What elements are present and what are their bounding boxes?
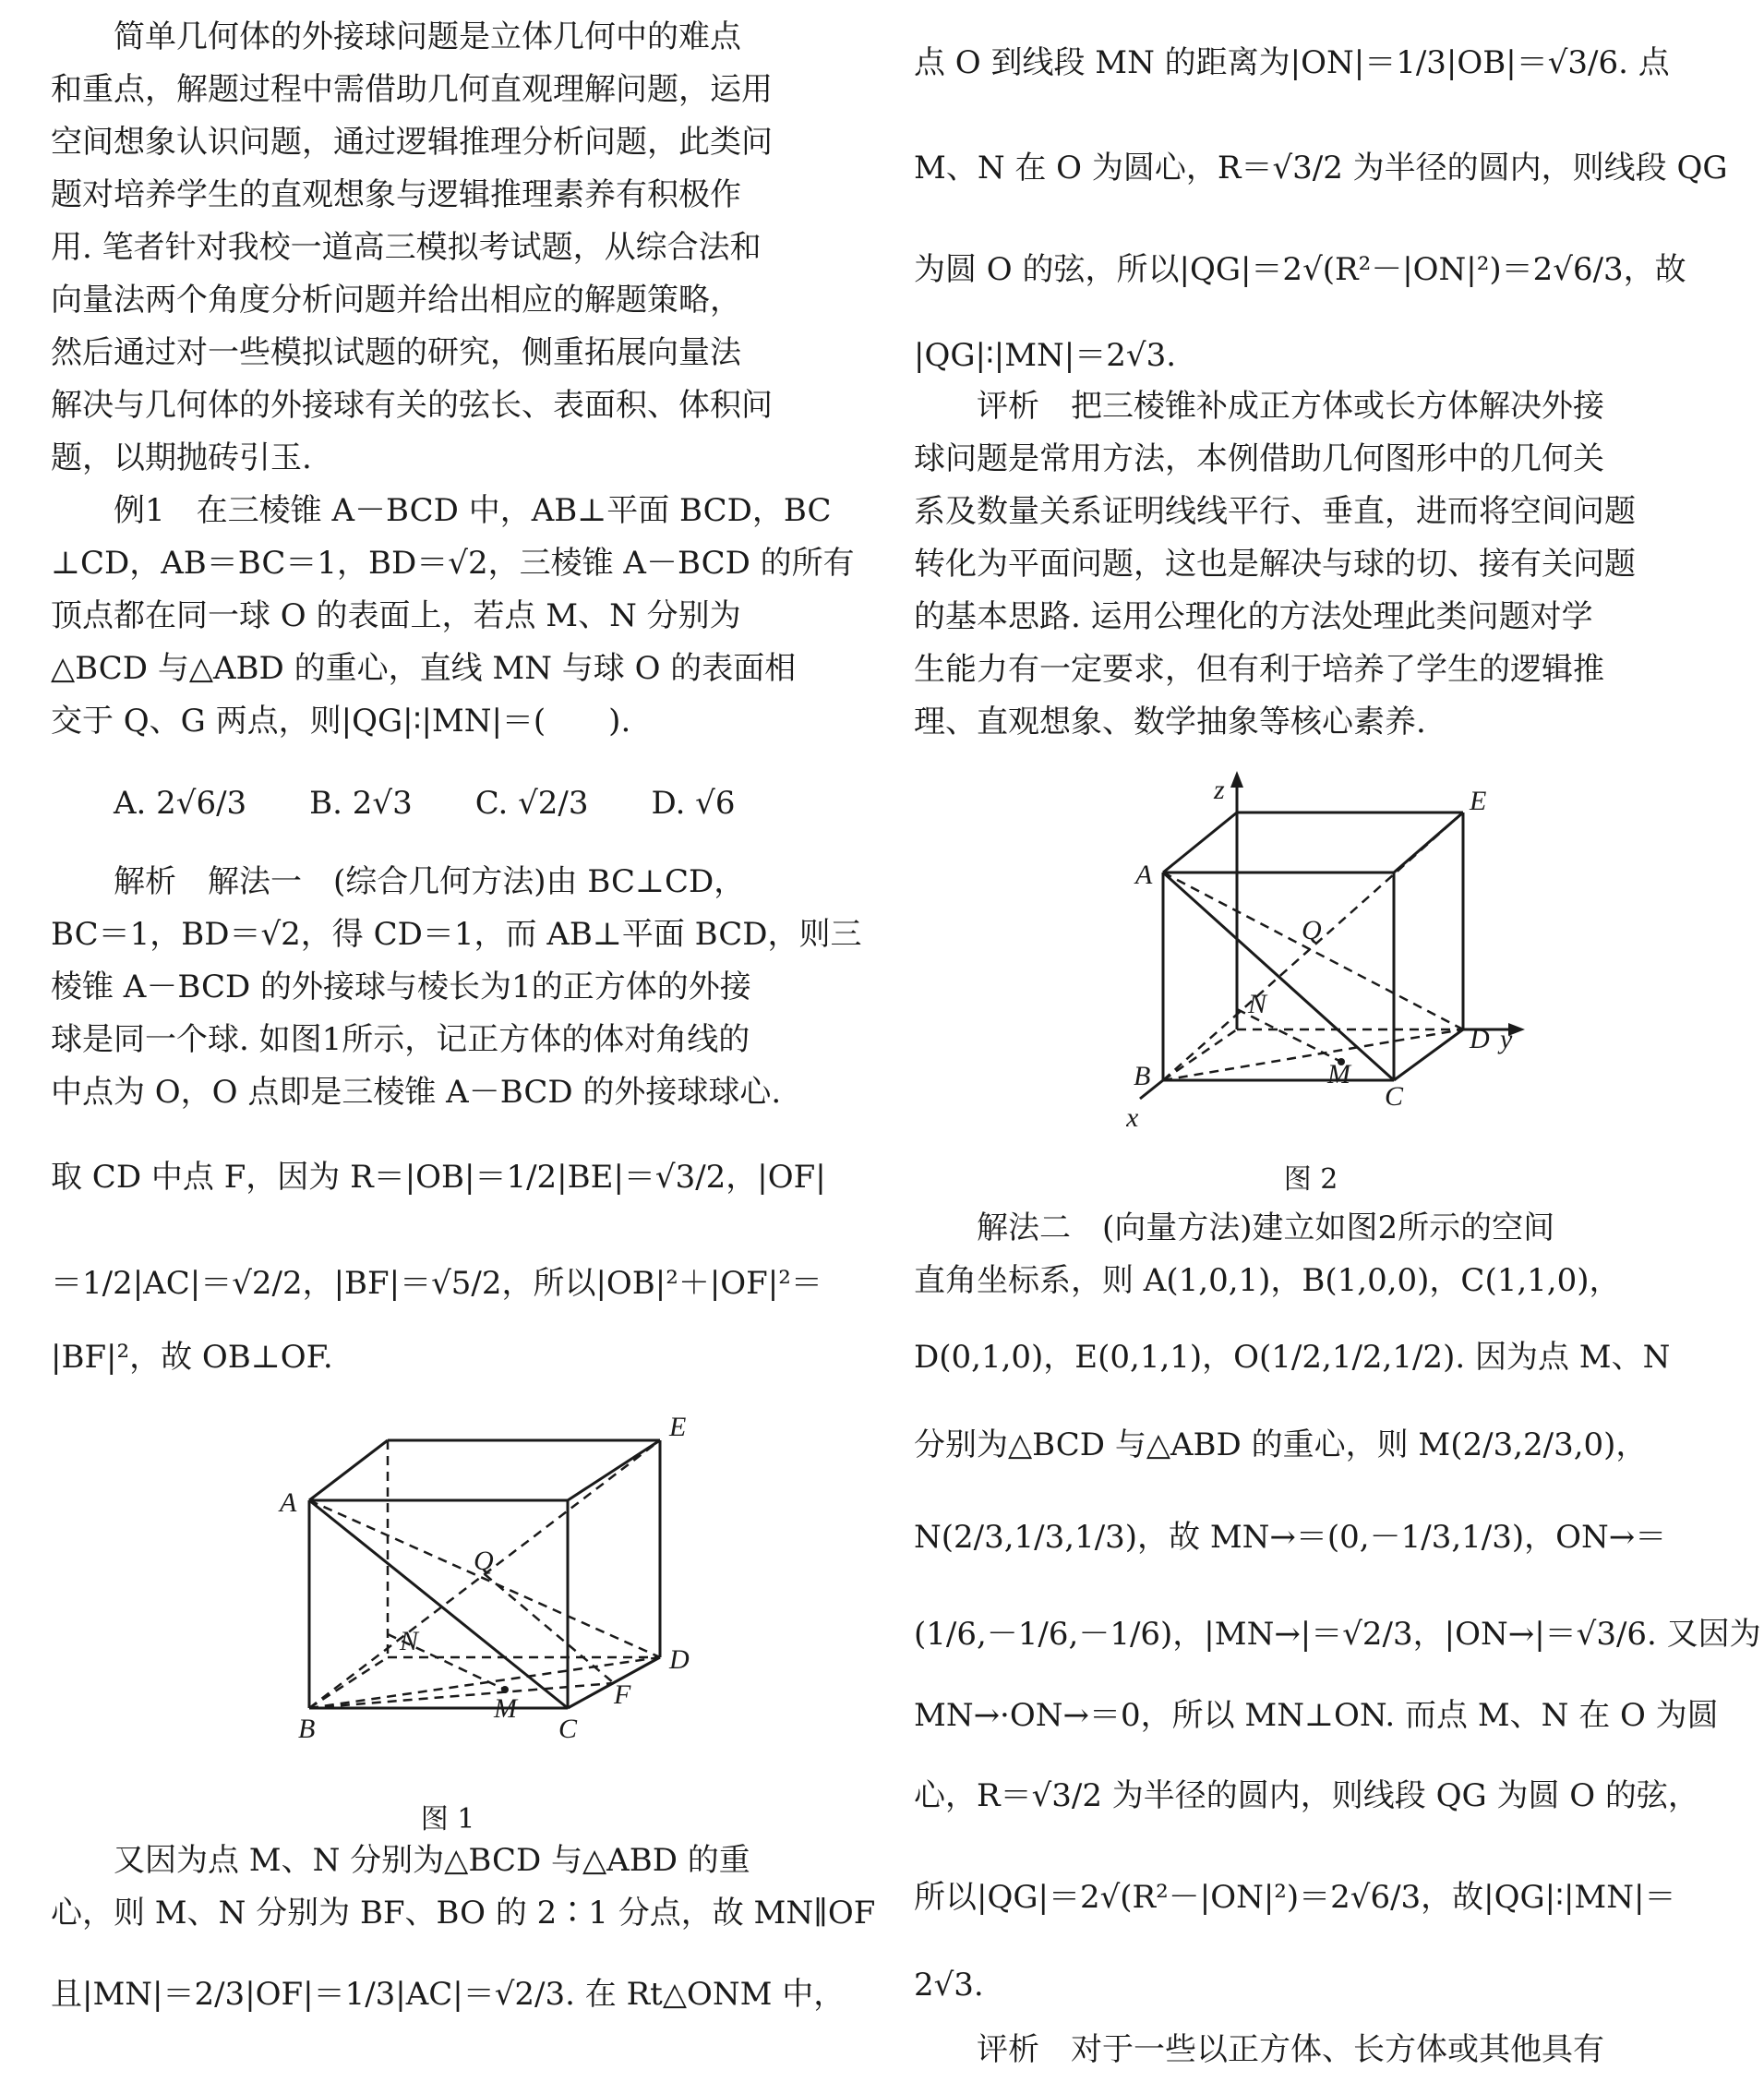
label-M: M <box>494 1693 517 1724</box>
text-line: M、N 在 O 为圆心，R＝√3/2 为半径的圆内，则线段 QG <box>914 150 1728 187</box>
text-line: 又因为点 M、N 分别为△BCD 与△ABD 的重 <box>51 1842 750 1879</box>
point-m-dot <box>501 1686 509 1693</box>
text-line: 球是同一个球. 如图1所示，记正方体的体对角线的 <box>51 1021 750 1058</box>
text-line: 向量法两个角度分析问题并给出相应的解题策略， <box>51 282 741 319</box>
label-N: N <box>400 1626 419 1656</box>
commentary-heading: 评析 对于一些以正方体、长方体或其他具有 <box>914 2031 1604 2068</box>
text-line: ⊥CD，AB＝BC＝1，BD＝√2，三棱锥 A－BCD 的所有 <box>51 545 855 582</box>
text-line: 且|MN|＝2/3|OF|＝1/3|AC|＝√2/3. 在 Rt△ONM 中， <box>51 1976 846 2013</box>
text-line: 棱锥 A－BCD 的外接球与棱长为1的正方体的外接 <box>51 969 751 1005</box>
label-x: x <box>1126 1102 1139 1133</box>
label-N: N <box>1248 989 1267 1019</box>
text-line: 系及数量关系证明线线平行、垂直，进而将空间问题 <box>914 493 1636 530</box>
text-line: 用. 笔者针对我校一道高三模拟考试题，从综合法和 <box>51 229 762 266</box>
text-line: 为圆 O 的弦，所以|QG|＝2√(R²－|ON|²)＝2√6/3，故 <box>914 251 1686 288</box>
label-A: A <box>1135 860 1153 890</box>
text-line: 然后通过对一些模拟试题的研究，侧重拓展向量法 <box>51 334 741 371</box>
text-line: 顶点都在同一球 O 的表面上，若点 M、N 分别为 <box>51 597 741 634</box>
text-line: D(0,1,0)，E(0,1,1)，O(1/2,1/2,1/2). 因为点 M、N <box>914 1339 1671 1376</box>
text-line: 转化为平面问题，这也是解决与球的切、接有关问题 <box>914 546 1636 583</box>
figure-1-caption: 图 1 <box>420 1803 475 1835</box>
figure-1-cube <box>263 1408 697 1740</box>
label-B: B <box>1134 1061 1151 1091</box>
text-line: (1/6,－1/6,－1/6)，|MN→|＝√2/3，|ON→|＝√3/6. 又因为 <box>914 1616 1761 1653</box>
text-line: MN→·ON→＝0，所以 MN⊥ON. 而点 M、N 在 O 为圆 <box>914 1697 1719 1734</box>
text-line: 理、直观想象、数学抽象等核心素养. <box>914 704 1426 740</box>
answer-options: A. 2√6/3 B. 2√3 C. √2/3 D. √6 <box>51 785 736 822</box>
z-axis-arrow <box>1230 771 1243 788</box>
text-line: 中点为 O，O 点即是三棱锥 A－BCD 的外接球球心. <box>51 1074 782 1111</box>
text-line: 球问题是常用方法，本例借助几何图形中的几何关 <box>914 440 1604 477</box>
text-line: 心，R＝√3/2 为半径的圆内，则线段 QG 为圆 O 的弦， <box>914 1777 1699 1814</box>
label-E: E <box>1470 786 1487 816</box>
text-line: 和重点，解题过程中需借助几何直观理解问题，运用 <box>51 71 773 108</box>
label-B: B <box>298 1714 316 1740</box>
text-line: 取 CD 中点 F，因为 R＝|OB|＝1/2|BE|＝√3/2，|OF| <box>51 1159 826 1196</box>
text-line: 解决与几何体的外接球有关的弦长、表面积、体积问 <box>51 387 773 424</box>
label-Q: Q <box>474 1546 494 1576</box>
example-heading: 例1 在三棱锥 A－BCD 中，AB⊥平面 BCD，BC <box>51 492 832 529</box>
text-line: 所以|QG|＝2√(R²－|ON|²)＝2√6/3，故|QG|∶|MN|＝ <box>914 1879 1676 1916</box>
text-line: 点 O 到线段 MN 的距离为|ON|＝1/3|OB|＝√3/6. 点 <box>914 44 1670 81</box>
text-line: 题，以期抛砖引玉. <box>51 439 312 476</box>
text-line: N(2/3,1/3,1/3)，故 MN→＝(0,－1/3,1/3)，ON→＝ <box>914 1519 1667 1556</box>
text-line: ＝1/2|AC|＝√2/2，|BF|＝√5/2，所以|OB|²＋|OF|²＝ <box>51 1265 822 1302</box>
text-line: 分别为△BCD 与△ABD 的重心，则 M(2/3,2/3,0)， <box>914 1426 1648 1463</box>
text-line: |BF|²，故 OB⊥OF. <box>51 1339 333 1376</box>
solution-heading: 解析 解法一 (综合几何方法)由 BC⊥CD， <box>51 863 746 900</box>
text-line: 直角坐标系，则 A(1,0,1)，B(1,0,0)，C(1,1,0)， <box>914 1262 1621 1299</box>
label-F: F <box>614 1679 631 1710</box>
label-z: z <box>1214 775 1225 805</box>
label-C: C <box>558 1714 578 1740</box>
label-A: A <box>280 1487 297 1518</box>
figure-2-cube-coordinates <box>1126 771 1560 1140</box>
text-line: 题对培养学生的直观想象与逻辑推理素养有积极作 <box>51 176 741 213</box>
commentary-heading: 评析 把三棱锥补成正方体或长方体解决外接 <box>914 388 1604 425</box>
label-M: M <box>1327 1059 1350 1089</box>
text-line: BC＝1，BD＝√2，得 CD＝1，而 AB⊥平面 BCD，则三 <box>51 916 862 953</box>
text-line: |QG|∶|MN|＝2√3. <box>914 337 1177 374</box>
text-line: 简单几何体的外接球问题是立体几何中的难点 <box>51 18 741 55</box>
text-line: 交于 Q、G 两点，则|QG|∶|MN|＝( ). <box>51 703 631 740</box>
label-Q: Q <box>1302 915 1322 945</box>
text-line: 心，则 M、N 分别为 BF、BO 的 2∶1 分点，故 MN∥OF <box>51 1895 876 1932</box>
text-line: 空间想象认识问题，通过逻辑推理分析问题，此类问 <box>51 124 773 161</box>
text-line: 2√3. <box>914 1967 984 2004</box>
label-E: E <box>669 1412 687 1442</box>
method-two-heading: 解法二 (向量方法)建立如图2所示的空间 <box>914 1209 1555 1246</box>
label-y: y <box>1500 1024 1513 1054</box>
text-line: 的基本思路. 运用公理化的方法处理此类问题对学 <box>914 598 1593 635</box>
label-D: D <box>669 1644 690 1675</box>
text-line: △BCD 与△ABD 的重心，直线 MN 与球 O 的表面相 <box>51 650 797 687</box>
label-C: C <box>1385 1081 1404 1112</box>
label-D: D <box>1470 1024 1490 1054</box>
figure-2-caption: 图 2 <box>1283 1163 1338 1196</box>
text-line: 生能力有一定要求，但有利于培养了学生的逻辑推 <box>914 651 1604 688</box>
